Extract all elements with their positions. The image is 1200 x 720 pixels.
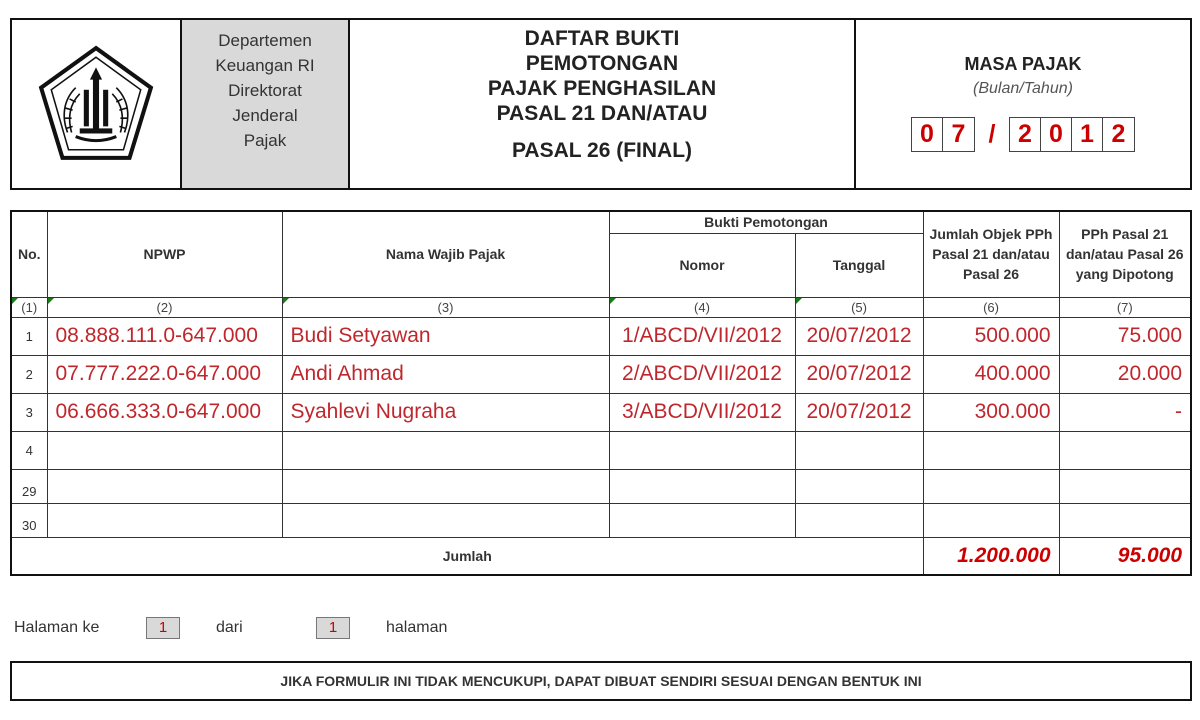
objek-cell[interactable]: 400.000: [923, 355, 1059, 393]
header-nama: Nama Wajib Pajak: [282, 211, 609, 297]
column-number: (2): [47, 297, 282, 317]
nama-cell[interactable]: Andi Ahmad: [282, 355, 609, 393]
objek-cell[interactable]: [923, 431, 1059, 469]
title-line: PAJAK PENGHASILAN: [487, 77, 717, 100]
tax-period-subtitle: (Bulan/Tahun): [973, 80, 1073, 97]
tanggal-cell[interactable]: [795, 431, 923, 469]
column-number: (7): [1059, 297, 1191, 317]
nomor-cell[interactable]: [609, 431, 795, 469]
npwp-cell[interactable]: 08.888.111.0-647.000: [47, 317, 282, 355]
header-jumlah-objek: Jumlah Objek PPh Pasal 21 dan/atau Pasal 26: [923, 211, 1059, 297]
row-number: 4: [11, 431, 47, 469]
department-cell: [182, 20, 350, 188]
npwp-cell[interactable]: [47, 431, 282, 469]
table-row: [11, 393, 1191, 431]
year-digit: 2: [1111, 120, 1126, 148]
tanggal-cell[interactable]: [795, 503, 923, 537]
header-bukti: Bukti Pemotongan: [609, 211, 923, 233]
form-note: JIKA FORMULIR INI TIDAK MENCUKUPI, DAPAT DIBUAT SENDIRI SESUAI DENGAN BENTUK INI: [10, 661, 1192, 701]
page-of-label: dari: [216, 619, 243, 636]
pph-cell[interactable]: [1059, 503, 1191, 537]
page-total-field[interactable]: 1: [316, 617, 350, 639]
nomor-cell[interactable]: [609, 469, 795, 503]
nama-cell[interactable]: Syahlevi Nugraha: [282, 393, 609, 431]
table-row: [11, 503, 1191, 537]
header-pph: PPh Pasal 21 dan/atau Pasal 26 yang Dipotong: [1059, 211, 1191, 297]
total-objek: 1.200.000: [923, 537, 1059, 575]
nama-cell[interactable]: [282, 503, 609, 537]
objek-cell[interactable]: [923, 469, 1059, 503]
header-npwp: NPWP: [47, 211, 282, 297]
month-digit: 0: [912, 118, 943, 151]
period-separator: /: [988, 120, 996, 148]
year-digit: 0: [1041, 118, 1072, 151]
column-number: (3): [282, 297, 609, 317]
table-row: [11, 431, 1191, 469]
tax-period-title: MASA PAJAK: [964, 54, 1082, 74]
year-digit: 1: [1072, 118, 1103, 151]
row-number: 29: [11, 469, 47, 503]
table-row: [11, 355, 1191, 393]
total-pph: 95.000: [1059, 537, 1191, 575]
row-number: 3: [11, 393, 47, 431]
column-number: (4): [609, 297, 795, 317]
row-number: 2: [11, 355, 47, 393]
pph-cell[interactable]: 20.000: [1059, 355, 1191, 393]
form-title: [350, 20, 856, 188]
logo-cell: [12, 20, 182, 188]
nomor-cell[interactable]: [609, 503, 795, 537]
form-header: [10, 18, 1192, 190]
withholding-table: [10, 210, 1192, 576]
column-number-row: [11, 297, 1191, 317]
table-row: [11, 469, 1191, 503]
title-line: PASAL 21 DAN/ATAU: [496, 102, 708, 125]
department-line: Jenderal: [232, 106, 298, 125]
department-line: Keuangan RI: [215, 56, 315, 75]
pph-cell[interactable]: 75.000: [1059, 317, 1191, 355]
nama-cell[interactable]: Budi Setyawan: [282, 317, 609, 355]
npwp-cell[interactable]: [47, 503, 282, 537]
ministry-of-finance-emblem-icon: [35, 43, 157, 165]
title-line: PASAL 26 (FINAL): [511, 139, 693, 162]
page-suffix-label: halaman: [386, 619, 448, 636]
column-number: (6): [923, 297, 1059, 317]
department-line: Departemen: [218, 31, 312, 50]
objek-cell[interactable]: [923, 503, 1059, 537]
npwp-cell[interactable]: 07.777.222.0-647.000: [47, 355, 282, 393]
row-number: 1: [11, 317, 47, 355]
tax-period-value: [911, 117, 1135, 152]
objek-cell[interactable]: 500.000: [923, 317, 1059, 355]
year-digit: 2: [1010, 118, 1041, 151]
npwp-cell[interactable]: 06.666.333.0-647.000: [47, 393, 282, 431]
npwp-cell[interactable]: [47, 469, 282, 503]
month-box[interactable]: [911, 117, 975, 152]
title-line: DAFTAR BUKTI: [524, 27, 680, 50]
header-nomor: Nomor: [609, 233, 795, 297]
nama-cell[interactable]: [282, 431, 609, 469]
table-row: [11, 317, 1191, 355]
department-line: Direktorat: [228, 81, 302, 100]
row-number: 30: [11, 503, 47, 537]
tax-period-cell: [856, 20, 1190, 188]
header-no: No.: [11, 211, 47, 297]
nomor-cell[interactable]: 3/ABCD/VII/2012: [609, 393, 795, 431]
title-line: PEMOTONGAN: [525, 52, 679, 75]
tanggal-cell[interactable]: 20/07/2012: [795, 355, 923, 393]
tanggal-cell[interactable]: 20/07/2012: [795, 393, 923, 431]
tanggal-cell[interactable]: [795, 469, 923, 503]
header-tanggal: Tanggal: [795, 233, 923, 297]
year-box[interactable]: [1009, 117, 1135, 152]
nomor-cell[interactable]: 2/ABCD/VII/2012: [609, 355, 795, 393]
column-number: (5): [795, 297, 923, 317]
total-row: [11, 537, 1191, 575]
pph-cell[interactable]: -: [1059, 393, 1191, 431]
nama-cell[interactable]: [282, 469, 609, 503]
department-line: Pajak: [243, 131, 287, 150]
page-current-field[interactable]: 1: [146, 617, 180, 639]
nomor-cell[interactable]: 1/ABCD/VII/2012: [609, 317, 795, 355]
column-number: (1): [11, 297, 47, 317]
page-label: Halaman ke: [14, 619, 100, 636]
pph-cell[interactable]: [1059, 431, 1191, 469]
pph-cell[interactable]: [1059, 469, 1191, 503]
tanggal-cell[interactable]: 20/07/2012: [795, 317, 923, 355]
month-digit: 7: [951, 120, 966, 148]
total-label: Jumlah: [11, 537, 923, 575]
objek-cell[interactable]: 300.000: [923, 393, 1059, 431]
